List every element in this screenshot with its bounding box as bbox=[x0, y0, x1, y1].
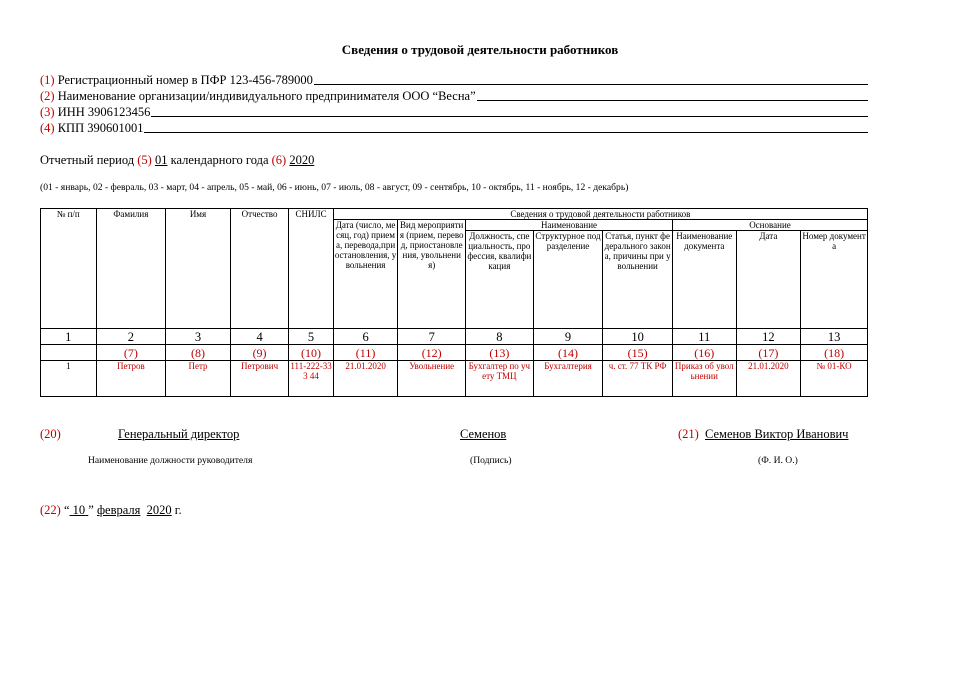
header-date: Дата (число, месяц, год) приема, перевода,приостановления, увольнения bbox=[333, 220, 398, 329]
field-code-empty bbox=[41, 345, 97, 361]
column-number: 4 bbox=[230, 329, 289, 345]
row-department: Бухгалтерия bbox=[533, 361, 603, 397]
period-year-label: календарного года bbox=[170, 153, 269, 167]
row-article: ч. ст. 77 ТК РФ bbox=[603, 361, 673, 397]
field-code: (9) bbox=[230, 345, 289, 361]
field-kpp bbox=[40, 120, 868, 136]
row-position: Бухгалтер по учету ТМЦ bbox=[466, 361, 534, 397]
field-underline bbox=[477, 99, 868, 101]
date-suffix: г. bbox=[174, 503, 182, 517]
column-number: 10 bbox=[603, 329, 673, 345]
header-num: № п/п bbox=[41, 209, 97, 329]
field-code: (10) bbox=[289, 345, 333, 361]
signature-code-left: (20) bbox=[40, 427, 61, 441]
header-position: Должность, специальность, профессия, квалификация bbox=[466, 231, 534, 329]
column-number: 8 bbox=[466, 329, 534, 345]
field-codes-row bbox=[41, 345, 868, 361]
caption-sign: (Подпись) bbox=[470, 455, 512, 466]
header-snils: СНИЛС bbox=[289, 209, 333, 329]
date-day: 10 bbox=[72, 503, 86, 517]
document-date bbox=[40, 503, 182, 518]
header-article: Статья, пункт федерального закона, причины при увольнении bbox=[603, 231, 673, 329]
header-name: Имя bbox=[166, 209, 231, 329]
header-doc-name: Наименование документа bbox=[672, 231, 736, 329]
signature-block bbox=[40, 427, 868, 443]
signature-position: Генеральный директор bbox=[118, 427, 240, 441]
row-patronymic: Петрович bbox=[230, 361, 289, 397]
document-title: Сведения о трудовой деятельности работников bbox=[341, 42, 619, 57]
field-code: (12) bbox=[398, 345, 466, 361]
column-number: 7 bbox=[398, 329, 466, 345]
table-header-row bbox=[41, 209, 868, 220]
row-doc-name: Приказ об увольнении bbox=[672, 361, 736, 397]
field-code: (7) bbox=[96, 345, 166, 361]
row-date: 21.01.2020 bbox=[333, 361, 398, 397]
field-code: (2) bbox=[40, 89, 55, 103]
field-text: КПП 390601001 bbox=[57, 121, 144, 135]
field-code: (14) bbox=[533, 345, 603, 361]
date-close-quote: ” bbox=[88, 503, 94, 517]
date-month: февраля bbox=[96, 503, 141, 517]
row-snils: 111-222-333 44 bbox=[289, 361, 333, 397]
column-number: 11 bbox=[672, 329, 736, 345]
column-number: 9 bbox=[533, 329, 603, 345]
table-row bbox=[41, 361, 868, 397]
row-num: 1 bbox=[41, 361, 97, 397]
column-number: 1 bbox=[41, 329, 97, 345]
header-group: Сведения о трудовой деятельности работников bbox=[333, 209, 867, 220]
months-legend: (01 - январь, 02 - февраль, 03 - март, 04 - апрель, 05 - май, 06 - июнь, 07 - июль, 08 - август, 09 - сентябрь, 10 - октябрь, 11 - ноябрь, 12 - декабрь) bbox=[40, 182, 629, 193]
signature-code-right: (21) bbox=[678, 427, 699, 441]
header-naming: Наименование bbox=[466, 220, 673, 231]
field-code: (1) bbox=[40, 73, 55, 87]
caption-position: Наименование должности руководителя bbox=[88, 455, 253, 466]
field-inn bbox=[40, 104, 868, 120]
field-underline bbox=[144, 131, 868, 133]
column-number: 6 bbox=[333, 329, 398, 345]
field-code: (11) bbox=[333, 345, 398, 361]
date-open-quote: “ bbox=[63, 503, 70, 517]
field-code: (18) bbox=[801, 345, 868, 361]
row-surname: Петров bbox=[96, 361, 166, 397]
header-doc-number: Номер документа bbox=[801, 231, 868, 329]
signature-sign: Семенов bbox=[460, 427, 507, 441]
field-text: Регистрационный номер в ПФР 123-456-789000 bbox=[57, 73, 313, 87]
field-code: (16) bbox=[672, 345, 736, 361]
field-code: (8) bbox=[166, 345, 231, 361]
organization-fields bbox=[40, 72, 868, 136]
signature-fio: Семенов Виктор Иванович bbox=[705, 427, 849, 441]
field-code: (13) bbox=[466, 345, 534, 361]
period-month: 01 bbox=[154, 153, 168, 167]
period-year: 2020 bbox=[289, 153, 315, 167]
period-year-code: (6) bbox=[271, 153, 287, 167]
signature-captions bbox=[40, 455, 868, 469]
row-event: Увольнение bbox=[398, 361, 466, 397]
field-code: (15) bbox=[603, 345, 673, 361]
column-number: 3 bbox=[166, 329, 231, 345]
header-surname: Фамилия bbox=[96, 209, 166, 329]
field-organization-name bbox=[40, 88, 868, 104]
employment-table bbox=[40, 208, 868, 397]
row-name: Петр bbox=[166, 361, 231, 397]
column-number: 13 bbox=[801, 329, 868, 345]
header-department: Структурное подразделение bbox=[533, 231, 603, 329]
date-year: 2020 bbox=[146, 503, 172, 517]
caption-fio: (Ф. И. О.) bbox=[758, 455, 798, 466]
field-underline bbox=[151, 115, 868, 117]
column-number: 2 bbox=[96, 329, 166, 345]
period-month-code: (5) bbox=[137, 153, 152, 167]
header-patronymic: Отчество bbox=[230, 209, 289, 329]
field-code: (4) bbox=[40, 121, 55, 135]
date-code: (22) bbox=[40, 503, 61, 517]
field-text: Наименование организации/индивидуального предпринимателя ООО “Весна” bbox=[57, 89, 476, 103]
period-label: Отчетный период bbox=[40, 153, 135, 167]
field-pfr-number bbox=[40, 72, 868, 88]
header-doc-date: Дата bbox=[736, 231, 801, 329]
column-number: 5 bbox=[289, 329, 333, 345]
header-event: Вид мероприятия (прием, перевод, приостановления, увольнения) bbox=[398, 220, 466, 329]
column-numbers-row bbox=[41, 329, 868, 345]
column-number: 12 bbox=[736, 329, 801, 345]
field-text: ИНН 3906123456 bbox=[57, 105, 151, 119]
header-basis: Основание bbox=[672, 220, 867, 231]
field-code: (17) bbox=[736, 345, 801, 361]
field-code: (3) bbox=[40, 105, 55, 119]
reporting-period bbox=[40, 153, 314, 168]
field-underline bbox=[314, 83, 868, 85]
row-doc-date: 21.01.2020 bbox=[736, 361, 801, 397]
row-doc-number: № 01-КО bbox=[801, 361, 868, 397]
